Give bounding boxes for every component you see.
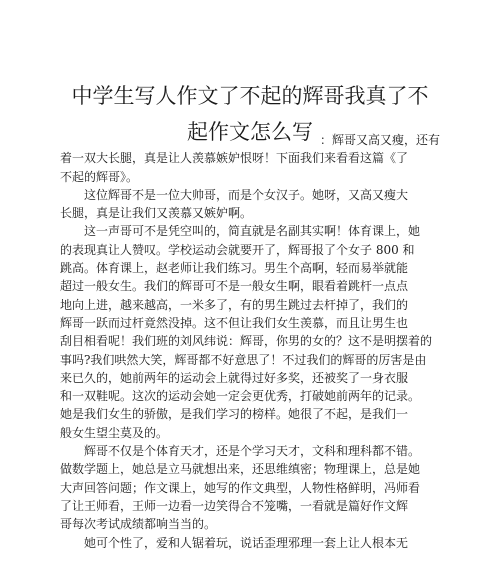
paragraph-line: 这位辉哥不是一位大帅哥，而是个女汉子。她呀，又高又瘦大 [84, 187, 409, 202]
paragraph-line: 长腿，真是让我们又羡慕又嫉妒啊。 [60, 206, 253, 221]
paragraph-line: 跳高。体育课上，赵老师让我们练习。男生个高啊，轻而易举就能 [60, 261, 409, 276]
paragraph-line: 辉哥一跃而过杆竟然没掉。这不但让我们女生羡慕，而且让男生也 [60, 315, 409, 330]
paragraph-line: 般女生望尘莫及的。 [60, 425, 169, 440]
paragraph-line: 着一双大长腿，真是让人羡慕嫉妒恨呀！下面我们来看看这篇《了 [60, 151, 409, 166]
paragraph-line: 的表现真让人赞叹。学校运动会就要开了，辉哥报了个女子 800 和 [60, 242, 415, 257]
paragraph-line: 地向上进，越来越高，一米多了，有的男生跳过去杆掉了，我们的 [60, 297, 409, 312]
title-line: 中学生写人作文了不起的辉哥我真了不 [71, 84, 429, 109]
paragraph-line: 和一双鞋呢。这次的运动会她一定会更优秀，打破她前两年的记录。 [60, 389, 421, 404]
paragraph-line: 不起的辉哥》。 [60, 169, 139, 184]
paragraph-line: ：辉哥又高又瘦，还有 [319, 133, 440, 147]
paragraph-line: 哥每次考试成绩都响当当的。 [60, 517, 217, 532]
title-line: 起作文怎么写 [187, 120, 313, 145]
paragraph-line: 做数学题上，她总是立马就想出来，还思维缜密；物理课上，总是她 [60, 462, 421, 477]
paragraph-line: 她是我们女生的骄傲，是我们学习的榜样。她很了不起，是我们一 [60, 407, 409, 422]
paragraph-line: 超过一般女生。我们的辉哥可不是一般女生啊，眼看着跳杆一点点 [60, 279, 409, 294]
paragraph-line: 这一声哥可不是凭空叫的，简直就是名副其实啊！体育课上，她 [84, 224, 421, 239]
paragraph-line: 她可个性了，爱和人锯着玩，说话歪理邪理一套上让人根本无 [84, 535, 409, 550]
paragraph-line: 来已久的，她前两年的运动会上就得过好多奖，还被奖了一身衣服 [60, 370, 409, 385]
paragraph-line: 了让王师看，王师一边看一边笑得合不笼嘴，一看就是篇好作文辉 [60, 498, 409, 513]
paragraph-line: 刮目相看呢！我们班的刘风纬说：辉哥，你男的女的？这不是明摆着的 [60, 334, 433, 349]
paragraph-line: 事吗?我们哄然大笑，辉哥都不好意思了！不过我们的辉哥的厉害是由 [60, 352, 427, 367]
paragraph-line: 辉哥不仅是个体育天才，还是个学习天才，文科和理科都不错。 [84, 444, 421, 459]
paragraph-line: 大声回答问题；作文课上，她写的作文典型，人物性格鲜明，冯师看 [60, 480, 421, 495]
article-body [60, 131, 440, 552]
